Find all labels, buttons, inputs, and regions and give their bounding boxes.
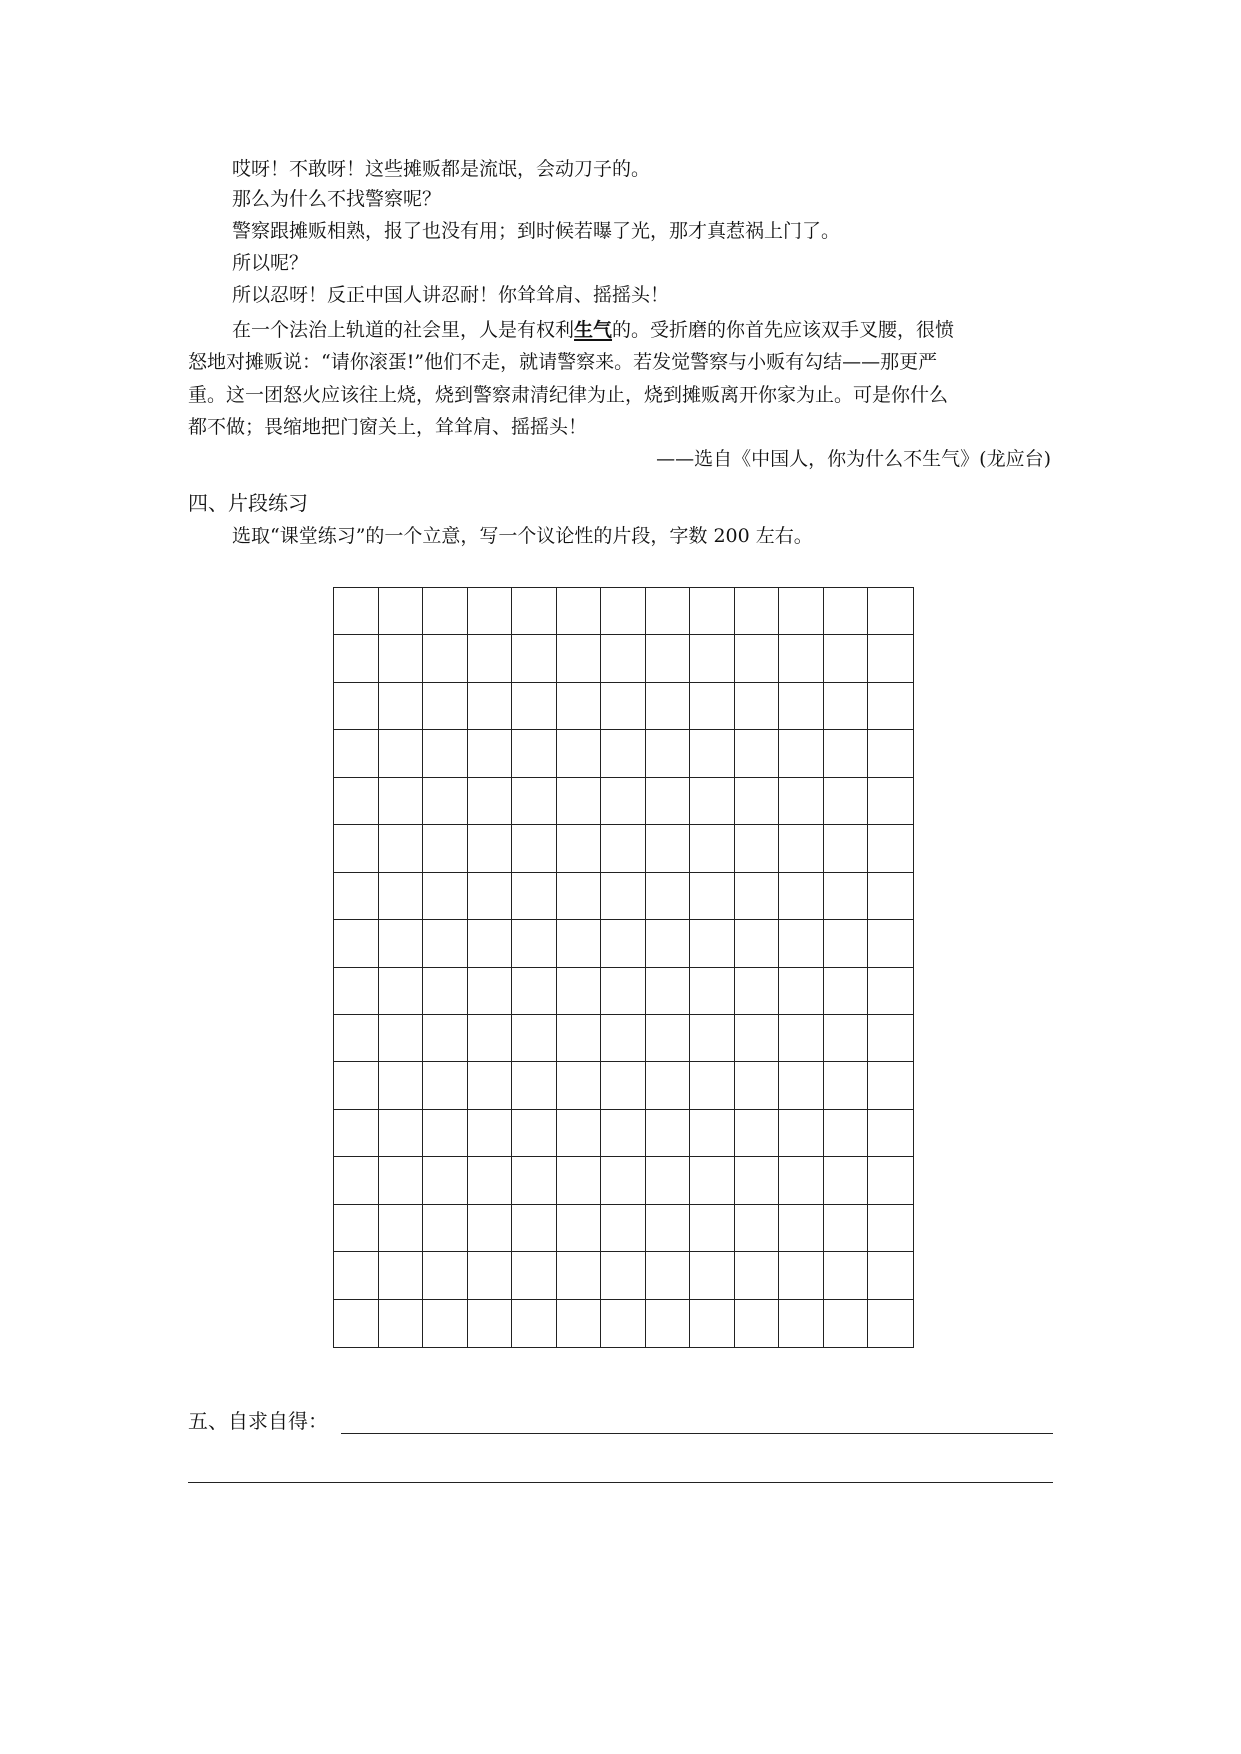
grid-cell[interactable] (512, 1157, 557, 1204)
grid-cell[interactable] (423, 873, 468, 920)
grid-cell[interactable] (601, 1157, 646, 1204)
grid-cell[interactable] (824, 1110, 869, 1157)
grid-cell[interactable] (379, 683, 424, 730)
grid-cell[interactable] (423, 1205, 468, 1252)
grid-cell[interactable] (334, 635, 379, 682)
grid-cell[interactable] (334, 1110, 379, 1157)
grid-cell[interactable] (468, 873, 513, 920)
grid-cell[interactable] (735, 635, 780, 682)
grid-cell[interactable] (690, 825, 735, 872)
answer-line-1[interactable] (341, 1433, 1053, 1434)
passage-line-2: 那么为什么不找警察呢？ (232, 188, 442, 210)
grid-cell[interactable] (379, 588, 424, 635)
grid-cell[interactable] (690, 1205, 735, 1252)
grid-cell[interactable] (423, 778, 468, 825)
grid-cell[interactable] (601, 1205, 646, 1252)
grid-cell[interactable] (690, 778, 735, 825)
grid-cell[interactable] (423, 683, 468, 730)
grid-cell[interactable] (690, 1157, 735, 1204)
grid-cell[interactable] (334, 683, 379, 730)
grid-cell[interactable] (334, 1205, 379, 1252)
grid-cell[interactable] (690, 635, 735, 682)
grid-cell[interactable] (824, 730, 869, 777)
grid-cell[interactable] (646, 1205, 691, 1252)
grid-cell[interactable] (512, 778, 557, 825)
grid-cell[interactable] (690, 968, 735, 1015)
grid-cell[interactable] (779, 873, 824, 920)
grid-cell[interactable] (557, 968, 602, 1015)
grid-cell[interactable] (557, 1015, 602, 1062)
grid-cell[interactable] (824, 635, 869, 682)
grid-cell[interactable] (468, 1157, 513, 1204)
grid-cell[interactable] (512, 920, 557, 967)
grid-cell[interactable] (824, 873, 869, 920)
grid-cell[interactable] (379, 968, 424, 1015)
grid-cell[interactable] (512, 1062, 557, 1109)
grid-cell[interactable] (868, 825, 913, 872)
grid-cell[interactable] (423, 1157, 468, 1204)
passage-line-5: 所以忍呀！反正中国人讲忍耐！你耸耸肩、摇摇头！ (232, 284, 670, 306)
grid-cell[interactable] (379, 635, 424, 682)
grid-cell[interactable] (601, 920, 646, 967)
grid-cell[interactable] (379, 1252, 424, 1299)
grid-cell[interactable] (601, 873, 646, 920)
grid-cell[interactable] (690, 1252, 735, 1299)
grid-cell[interactable] (512, 1205, 557, 1252)
grid-cell[interactable] (735, 588, 780, 635)
grid-cell[interactable] (379, 1205, 424, 1252)
grid-cell[interactable] (557, 1205, 602, 1252)
grid-cell[interactable] (557, 920, 602, 967)
grid-cell[interactable] (690, 683, 735, 730)
grid-cell[interactable] (735, 920, 780, 967)
grid-cell[interactable] (468, 683, 513, 730)
grid-cell[interactable] (379, 1015, 424, 1062)
grid-cell[interactable] (468, 825, 513, 872)
grid-cell[interactable] (868, 1015, 913, 1062)
grid-cell[interactable] (423, 1110, 468, 1157)
grid-cell[interactable] (379, 1110, 424, 1157)
grid-cell[interactable] (512, 1015, 557, 1062)
passage-line-1: 哎呀！不敢呀！这些摊贩都是流氓，会动刀子的。 (232, 158, 651, 180)
grid-cell[interactable] (735, 730, 780, 777)
grid-cell[interactable] (824, 683, 869, 730)
grid-cell[interactable] (379, 1300, 424, 1347)
grid-cell[interactable] (557, 1110, 602, 1157)
grid-cell[interactable] (334, 825, 379, 872)
grid-cell[interactable] (824, 1062, 869, 1109)
grid-cell[interactable] (824, 968, 869, 1015)
grid-cell[interactable] (779, 778, 824, 825)
grid-cell[interactable] (468, 730, 513, 777)
section-4-heading: 四、片段练习 (188, 491, 308, 515)
grid-cell[interactable] (735, 1205, 780, 1252)
grid-cell[interactable] (868, 683, 913, 730)
grid-cell[interactable] (646, 778, 691, 825)
grid-cell[interactable] (468, 1252, 513, 1299)
grid-cell[interactable] (468, 1062, 513, 1109)
grid-cell[interactable] (334, 873, 379, 920)
grid-cell[interactable] (779, 730, 824, 777)
grid-cell[interactable] (512, 1252, 557, 1299)
grid-cell[interactable] (646, 588, 691, 635)
section-4-instruction: 选取“课堂练习”的一个立意，写一个议论性的片段，字数 200 左右。 (232, 525, 813, 547)
grid-cell[interactable] (779, 968, 824, 1015)
grid-cell[interactable] (334, 778, 379, 825)
grid-cell[interactable] (868, 1062, 913, 1109)
grid-cell[interactable] (646, 1252, 691, 1299)
grid-cell[interactable] (468, 778, 513, 825)
grid-cell[interactable] (735, 1015, 780, 1062)
grid-cell[interactable] (824, 1205, 869, 1252)
grid-cell[interactable] (468, 1110, 513, 1157)
grid-cell[interactable] (601, 1015, 646, 1062)
grid-cell[interactable] (690, 1062, 735, 1109)
grid-cell[interactable] (423, 730, 468, 777)
grid-cell[interactable] (512, 683, 557, 730)
grid-cell[interactable] (824, 1015, 869, 1062)
writing-grid[interactable] (333, 587, 914, 1348)
grid-cell[interactable] (601, 1300, 646, 1347)
grid-cell[interactable] (779, 588, 824, 635)
grid-cell[interactable] (379, 730, 424, 777)
grid-cell[interactable] (735, 1300, 780, 1347)
grid-cell[interactable] (423, 1252, 468, 1299)
grid-cell[interactable] (646, 683, 691, 730)
passage-line-8: 重。这一团怒火应该往上烧，烧到警察肃清纪律为止，烧到摊贩离开你家为止。可是你什么 (188, 384, 949, 406)
grid-cell[interactable] (824, 1252, 869, 1299)
grid-cell[interactable] (557, 873, 602, 920)
grid-cell[interactable] (512, 635, 557, 682)
grid-cell[interactable] (868, 635, 913, 682)
grid-cell[interactable] (601, 730, 646, 777)
grid-cell[interactable] (379, 1062, 424, 1109)
grid-cell[interactable] (646, 635, 691, 682)
grid-cell[interactable] (557, 1300, 602, 1347)
grid-cell[interactable] (423, 920, 468, 967)
grid-cell[interactable] (423, 825, 468, 872)
grid-cell[interactable] (779, 635, 824, 682)
grid-cell[interactable] (557, 635, 602, 682)
grid-cell[interactable] (646, 920, 691, 967)
emphasized-word: 生气 (574, 319, 613, 341)
grid-cell[interactable] (646, 1300, 691, 1347)
grid-cell[interactable] (423, 1062, 468, 1109)
grid-cell[interactable] (601, 968, 646, 1015)
grid-cell[interactable] (423, 635, 468, 682)
grid-cell[interactable] (868, 1205, 913, 1252)
grid-cell[interactable] (512, 588, 557, 635)
passage-source: ——选自《中国人，你为什么不生气》(龙应台) (656, 448, 1051, 470)
grid-cell[interactable] (468, 1015, 513, 1062)
grid-cell[interactable] (690, 920, 735, 967)
grid-cell[interactable] (334, 1062, 379, 1109)
grid-cell[interactable] (334, 920, 379, 967)
grid-cell[interactable] (824, 778, 869, 825)
grid-cell[interactable] (468, 1205, 513, 1252)
grid-cell[interactable] (735, 778, 780, 825)
grid-cell[interactable] (423, 968, 468, 1015)
grid-cell[interactable] (646, 1015, 691, 1062)
grid-cell[interactable] (557, 778, 602, 825)
grid-cell[interactable] (512, 1110, 557, 1157)
grid-cell[interactable] (690, 873, 735, 920)
grid-cell[interactable] (735, 873, 780, 920)
grid-cell[interactable] (601, 1062, 646, 1109)
grid-cell[interactable] (690, 588, 735, 635)
grid-cell[interactable] (868, 730, 913, 777)
grid-cell[interactable] (379, 1157, 424, 1204)
grid-cell[interactable] (779, 1062, 824, 1109)
grid-cell[interactable] (512, 968, 557, 1015)
grid-cell[interactable] (557, 825, 602, 872)
grid-cell[interactable] (512, 873, 557, 920)
grid-cell[interactable] (557, 1062, 602, 1109)
grid-cell[interactable] (690, 730, 735, 777)
grid-cell[interactable] (690, 1110, 735, 1157)
grid-cell[interactable] (690, 1300, 735, 1347)
grid-cell[interactable] (468, 920, 513, 967)
grid-cell[interactable] (868, 1252, 913, 1299)
grid-cell[interactable] (779, 1157, 824, 1204)
grid-cell[interactable] (557, 588, 602, 635)
grid-cell[interactable] (512, 825, 557, 872)
grid-cell[interactable] (868, 1157, 913, 1204)
grid-cell[interactable] (334, 1015, 379, 1062)
passage-line-9: 都不做；畏缩地把门窗关上，耸耸肩、摇摇头！ (188, 416, 588, 438)
grid-cell[interactable] (868, 968, 913, 1015)
grid-cell[interactable] (735, 683, 780, 730)
grid-cell[interactable] (601, 825, 646, 872)
grid-cell[interactable] (779, 1110, 824, 1157)
grid-cell[interactable] (779, 1252, 824, 1299)
grid-cell[interactable] (779, 920, 824, 967)
grid-cell[interactable] (423, 1300, 468, 1347)
grid-cell[interactable] (468, 968, 513, 1015)
grid-cell[interactable] (601, 635, 646, 682)
grid-cell[interactable] (601, 1110, 646, 1157)
grid-cell[interactable] (423, 588, 468, 635)
grid-cell[interactable] (779, 825, 824, 872)
grid-cell[interactable] (334, 1252, 379, 1299)
grid-cell[interactable] (868, 920, 913, 967)
grid-cell[interactable] (512, 1300, 557, 1347)
grid-cell[interactable] (601, 1252, 646, 1299)
grid-cell[interactable] (735, 1252, 780, 1299)
grid-cell[interactable] (512, 730, 557, 777)
grid-cell[interactable] (735, 968, 780, 1015)
grid-cell[interactable] (779, 683, 824, 730)
answer-line-2[interactable] (188, 1482, 1053, 1483)
grid-cell[interactable] (334, 1157, 379, 1204)
grid-cell[interactable] (468, 635, 513, 682)
passage-line-6 (232, 321, 954, 340)
grid-cell[interactable] (824, 588, 869, 635)
passage-line-6-end: 的。受折磨的你首先应该双手叉腰，很愤 (612, 319, 955, 341)
grid-cell[interactable] (379, 873, 424, 920)
grid-cell[interactable] (379, 825, 424, 872)
grid-cell[interactable] (646, 873, 691, 920)
section-5-heading: 五、自求自得： (188, 1409, 328, 1433)
passage-line-6-start: 在一个法治上轨道的社会里，人是有权利 (232, 319, 575, 341)
passage-line-4: 所以呢？ (232, 252, 309, 274)
grid-cell[interactable] (868, 588, 913, 635)
grid-cell[interactable] (646, 1157, 691, 1204)
grid-cell[interactable] (646, 730, 691, 777)
grid-cell[interactable] (557, 683, 602, 730)
passage-line-7: 怒地对摊贩说：“请你滚蛋!”他们不走，就请警察来。若发觉警察与小贩有勾结——那更严 (188, 351, 938, 373)
grid-cell[interactable] (735, 1110, 780, 1157)
grid-cell[interactable] (824, 1157, 869, 1204)
grid-cell[interactable] (379, 778, 424, 825)
grid-cell[interactable] (779, 1300, 824, 1347)
grid-cell[interactable] (557, 730, 602, 777)
grid-cell[interactable] (779, 1205, 824, 1252)
grid-cell[interactable] (334, 968, 379, 1015)
grid-cell[interactable] (379, 920, 424, 967)
passage-line-3: 警察跟摊贩相熟，报了也没有用；到时候若曝了光，那才真惹祸上门了。 (232, 220, 841, 242)
grid-cell[interactable] (646, 1110, 691, 1157)
grid-cell[interactable] (868, 1110, 913, 1157)
grid-cell[interactable] (646, 968, 691, 1015)
grid-cell[interactable] (868, 778, 913, 825)
grid-cell[interactable] (824, 1300, 869, 1347)
grid-cell[interactable] (334, 588, 379, 635)
grid-cell[interactable] (557, 1157, 602, 1204)
grid-cell[interactable] (690, 1015, 735, 1062)
grid-cell[interactable] (868, 873, 913, 920)
grid-cell[interactable] (735, 1157, 780, 1204)
grid-cell[interactable] (468, 1300, 513, 1347)
grid-cell[interactable] (601, 588, 646, 635)
grid-cell[interactable] (601, 683, 646, 730)
grid-cell[interactable] (779, 1015, 824, 1062)
grid-cell[interactable] (868, 1300, 913, 1347)
grid-cell[interactable] (824, 825, 869, 872)
grid-cell[interactable] (557, 1252, 602, 1299)
grid-cell[interactable] (824, 920, 869, 967)
grid-cell[interactable] (646, 1062, 691, 1109)
grid-cell[interactable] (334, 730, 379, 777)
grid-cell[interactable] (334, 1300, 379, 1347)
grid-cell[interactable] (423, 1015, 468, 1062)
grid-cell[interactable] (601, 778, 646, 825)
grid-cell[interactable] (646, 825, 691, 872)
grid-cell[interactable] (735, 825, 780, 872)
grid-cell[interactable] (468, 588, 513, 635)
grid-cell[interactable] (735, 1062, 780, 1109)
